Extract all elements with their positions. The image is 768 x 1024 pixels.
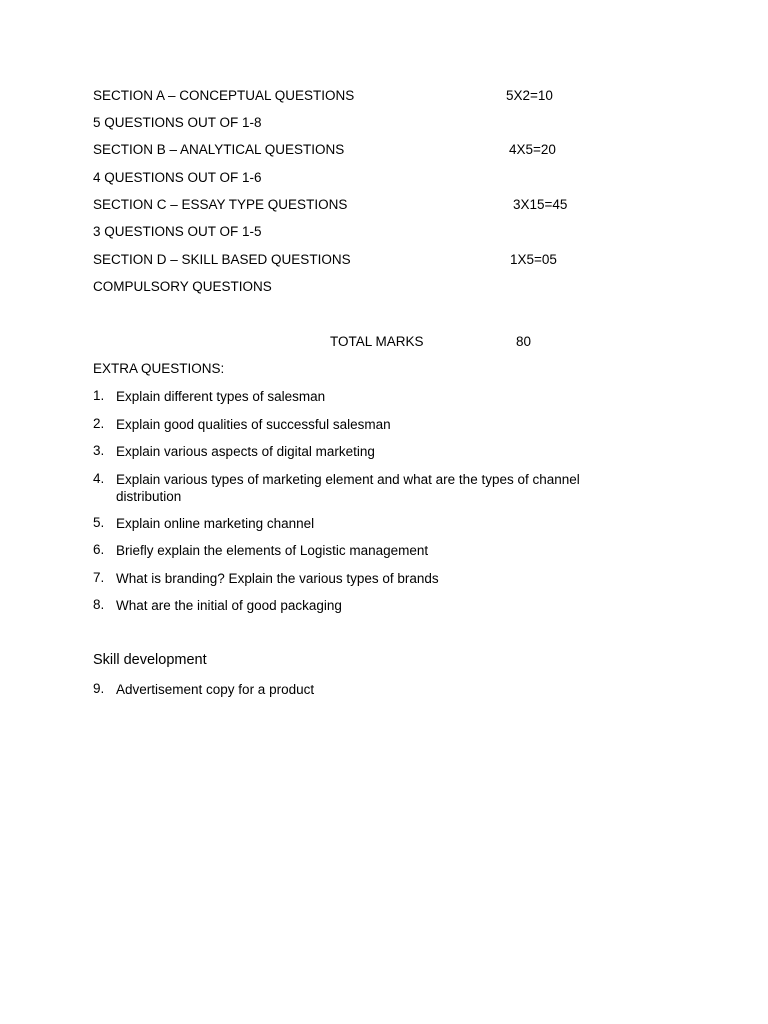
section-d-title: SECTION D – SKILL BASED QUESTIONS — [93, 252, 351, 267]
section-c-note: 3 QUESTIONS OUT OF 1-5 — [93, 224, 262, 239]
question-text: Explain various aspects of digital marketing — [116, 444, 375, 459]
question-number: 1. — [93, 388, 105, 403]
section-d-marks: 1X5=05 — [510, 252, 557, 267]
section-c-title: SECTION C – ESSAY TYPE QUESTIONS — [93, 197, 348, 212]
section-b-note: 4 QUESTIONS OUT OF 1-6 — [93, 170, 262, 185]
question-text: What are the initial of good packaging — [116, 598, 342, 613]
question-number: 7. — [93, 570, 105, 585]
total-marks-label: TOTAL MARKS — [330, 334, 424, 349]
total-marks-value: 80 — [516, 334, 532, 349]
question-number: 5. — [93, 515, 105, 530]
question-text: Explain good qualities of successful salesman — [116, 417, 391, 432]
question-number: 6. — [93, 542, 105, 557]
question-number: 3. — [93, 443, 105, 458]
extra-questions-heading: EXTRA QUESTIONS: — [93, 361, 225, 376]
section-a-marks: 5X2=10 — [506, 88, 553, 103]
question-number: 8. — [93, 597, 105, 612]
section-c-marks: 3X15=45 — [513, 197, 568, 212]
section-a-title: SECTION A – CONCEPTUAL QUESTIONS — [93, 88, 355, 103]
question-text: Explain different types of salesman — [116, 389, 326, 404]
section-a-note: 5 QUESTIONS OUT OF 1-8 — [93, 115, 262, 130]
question-text: What is branding? Explain the various types of brands — [116, 571, 439, 586]
question-text: Explain online marketing channel — [116, 516, 315, 531]
question-number: 4. — [93, 471, 105, 486]
section-d-note: COMPULSORY QUESTIONS — [93, 279, 272, 294]
section-b-title: SECTION B – ANALYTICAL QUESTIONS — [93, 142, 345, 157]
question-text: Explain various types of marketing element and what are the types of channel distribution — [116, 472, 580, 504]
question-text: Advertisement copy for a product — [116, 682, 315, 697]
question-text: Briefly explain the elements of Logistic management — [116, 543, 429, 558]
skill-development-heading: Skill development — [93, 652, 207, 668]
section-b-marks: 4X5=20 — [509, 142, 556, 157]
question-number: 9. — [93, 681, 105, 696]
question-number: 2. — [93, 416, 105, 431]
